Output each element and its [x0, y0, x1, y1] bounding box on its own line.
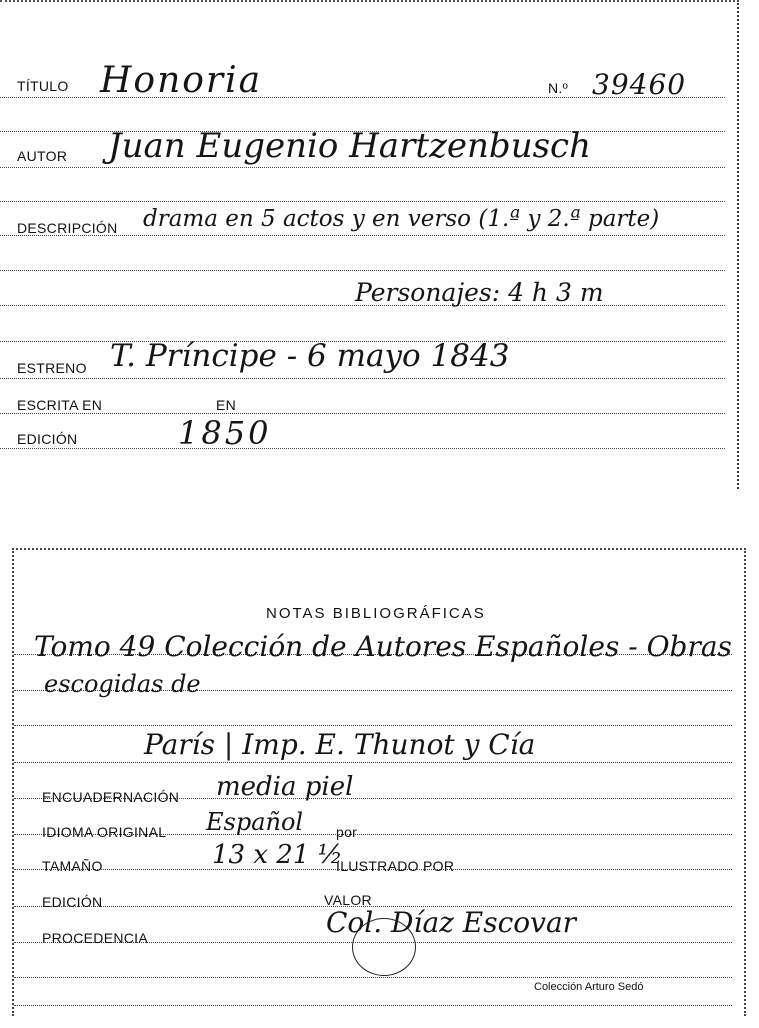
rule-line [0, 413, 725, 414]
rule-line [0, 201, 725, 202]
idioma-value: Español [206, 808, 304, 836]
numero-label: N.º [548, 80, 569, 96]
rule-line [14, 725, 732, 726]
ilustrado-label: ILUSTRADO POR [336, 858, 455, 874]
autor-label: AUTOR [17, 148, 68, 164]
encuadernacion-value: media piel [216, 772, 354, 802]
rule-line [14, 762, 732, 763]
rule-line [14, 1005, 732, 1006]
idioma-label: IDIOMA ORIGINAL [42, 824, 167, 840]
en-label: EN [216, 397, 237, 413]
por-label: por [336, 824, 358, 840]
edicion-label: EDICIÓN [17, 431, 78, 447]
notas-line-2: escogidas de [44, 670, 201, 698]
rule-line [0, 270, 725, 271]
footer-collection: Colección Arturo Sedó [534, 981, 644, 993]
autor-value: Juan Eugenio Hartzenbusch [108, 126, 591, 166]
titulo-value: Honoria [100, 60, 263, 101]
rule-line [0, 448, 725, 449]
rule-line [14, 977, 732, 978]
valor-label: VALOR [324, 892, 372, 908]
estreno-value: T. Príncipe - 6 mayo 1843 [110, 338, 510, 374]
procedencia-value: Col. Díaz Escovar [326, 906, 577, 939]
rule-line [0, 378, 725, 379]
titulo-label: TÍTULO [17, 78, 69, 94]
edicion-value: 1850 [178, 414, 272, 452]
top-catalog-card [0, 0, 739, 489]
bottom-catalog-card [12, 548, 746, 1016]
escrita-en-label: ESCRITA EN [17, 397, 103, 413]
notas-heading: NOTAS BIBLIOGRÁFICAS [266, 605, 486, 622]
edicion-label-bottom: EDICIÓN [42, 894, 103, 910]
personajes-value: Personajes: 4 h 3 m [355, 278, 604, 307]
estreno-label: ESTRENO [17, 360, 87, 376]
rule-line [0, 167, 725, 168]
descripcion-value: drama en 5 actos y en verso (1.ª y 2.ª parte) [143, 206, 660, 232]
notas-line-1: Tomo 49 Colección de Autores Españoles - Obras [34, 630, 732, 663]
notas-line-3: París | Imp. E. Thunot y Cía [144, 728, 536, 761]
numero-value: 39460 [592, 68, 687, 101]
encuadernacion-label: ENCUADERNACIÓN [42, 789, 180, 805]
tamano-value: 13 x 21 ½ [212, 840, 343, 870]
descripcion-label: DESCRIPCIÓN [17, 220, 118, 236]
tamano-label: TAMAÑO [42, 858, 103, 874]
circular-stamp [352, 918, 416, 976]
procedencia-label: PROCEDENCIA [42, 930, 148, 946]
